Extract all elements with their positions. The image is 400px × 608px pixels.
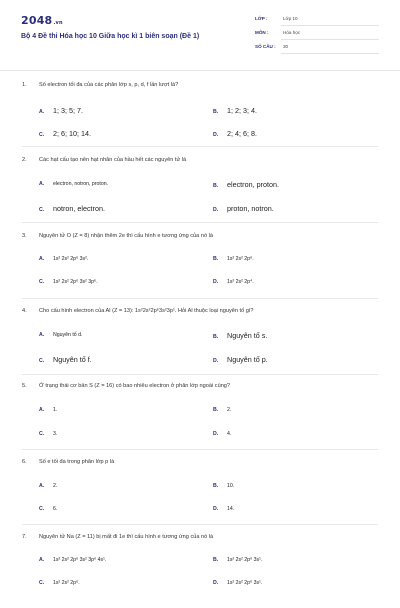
option-text: 1s² 2s² 2p⁶ 3s¹. (227, 557, 263, 563)
option-text: 4. (227, 431, 232, 437)
option-c[interactable] (39, 355, 92, 364)
option-c[interactable] (39, 204, 105, 213)
option-text: 1s² 2s² 2p⁶ 3s¹. (227, 580, 263, 586)
question-divider (22, 449, 378, 450)
meta-subject (255, 28, 379, 40)
option-text: 2; 4; 6; 8. (227, 129, 257, 138)
question-text: Số e tối đa trong phân lớp p là (39, 459, 115, 465)
option-text: 1s² 2s² 2p⁶ 3s². (53, 256, 89, 262)
option-letter: C. (39, 431, 45, 437)
question-number: 7. (22, 534, 27, 540)
meta-subject-value: Hóa học (283, 30, 301, 35)
question-divider (22, 298, 378, 299)
option-letter: C. (39, 358, 45, 364)
meta-subject-label: MÔN : (255, 30, 269, 35)
meta-count (255, 42, 379, 54)
question-number: 6. (22, 459, 27, 465)
option-text: notron, electron. (53, 204, 105, 213)
question-divider (22, 146, 378, 147)
question-number: 5. (22, 383, 27, 389)
option-letter: A. (39, 557, 45, 563)
question-text: Cho cấu hình electron của Al (Z = 13): 1s²2s²2p⁶3s²3p¹. Hỏi Al thuộc loại nguyên tố gì? (39, 308, 254, 314)
option-letter: B. (213, 256, 219, 262)
meta-class-label: LỚP : (255, 16, 268, 21)
option-c[interactable] (39, 279, 98, 285)
question-number: 1. (22, 82, 27, 88)
option-c[interactable] (39, 580, 80, 586)
question-7 (0, 534, 400, 608)
question-text: Số electron tối đa của các phân lớp s, p, d, f lần lượt là? (39, 82, 179, 88)
option-d[interactable] (213, 279, 254, 285)
option-b[interactable] (213, 483, 234, 489)
option-a[interactable] (39, 181, 108, 187)
option-b[interactable] (213, 557, 262, 563)
option-a[interactable] (39, 483, 57, 489)
option-d[interactable] (213, 580, 262, 586)
option-b[interactable] (213, 407, 231, 413)
option-letter: B. (213, 407, 219, 413)
option-letter: A. (39, 109, 45, 115)
question-number: 3. (22, 233, 27, 239)
question-number: 2. (22, 157, 27, 163)
option-letter: D. (213, 506, 219, 512)
question-text: Các hạt cấu tạo nên hạt nhân của hầu hết các nguyên tử là (39, 157, 187, 163)
question-5 (0, 383, 400, 457)
option-letter: B. (213, 483, 219, 489)
option-letter: B. (213, 557, 219, 563)
option-letter: A. (39, 181, 45, 187)
option-text: 14. (227, 506, 235, 512)
meta-underline (281, 53, 379, 54)
document-title: Bộ 4 Đề thi Hóa học 10 Giữa học kì 1 biên soạn (Đề 1) (21, 33, 200, 40)
option-text: proton, notron. (227, 204, 274, 213)
meta-class (255, 14, 379, 26)
option-text: 1s² 2s² 2p⁴. (227, 279, 254, 285)
option-text: Nguyên tố s. (227, 331, 268, 340)
option-letter: A. (39, 332, 45, 338)
option-letter: C. (39, 580, 45, 586)
option-text: Nguyên tố d. (53, 332, 83, 338)
question-6 (0, 459, 400, 533)
question-text: Ở trạng thái cơ bản S (Z = 16) có bao nhiêu electron ở phân lớp ngoài cùng? (39, 383, 231, 389)
option-text: 1; 3; 5; 7. (53, 106, 83, 115)
option-text: 1s² 2s² 2p⁶ 3s² 3p⁶. (53, 279, 98, 285)
question-1 (0, 82, 400, 156)
question-text: Nguyên tử Na (Z = 11) bị mất đi 1e thì cấu hình e tương ứng của nó là (39, 534, 214, 540)
option-c[interactable] (39, 506, 57, 512)
meta-class-value: Lớp 10 (283, 16, 298, 21)
option-text: 10. (227, 483, 235, 489)
option-letter: A. (39, 483, 45, 489)
option-letter: D. (213, 431, 219, 437)
option-a[interactable] (39, 256, 88, 262)
option-text: Nguyên tố f. (53, 355, 92, 364)
option-letter: C. (39, 132, 45, 138)
option-letter: D. (213, 358, 219, 364)
option-b[interactable] (213, 180, 279, 189)
option-c[interactable] (39, 129, 91, 138)
option-b[interactable] (213, 331, 267, 340)
option-text: 6. (53, 506, 58, 512)
option-text: 1s² 2s² 2p⁶ 3s² 3p⁶ 4s¹. (53, 557, 107, 563)
option-letter: B. (213, 183, 219, 189)
logo-text: 2048 (21, 14, 53, 27)
option-letter: B. (213, 109, 219, 115)
option-text: 2. (53, 483, 58, 489)
option-d[interactable] (213, 506, 234, 512)
option-b[interactable] (213, 106, 257, 115)
option-text: 1s² 2s² 2p⁶. (53, 580, 80, 586)
option-text: electron, notron, proton. (53, 181, 109, 187)
question-4 (0, 308, 400, 382)
option-text: 1. (53, 407, 58, 413)
option-text: 1; 2; 3; 4. (227, 106, 257, 115)
option-letter: A. (39, 256, 45, 262)
option-b[interactable] (213, 256, 254, 262)
question-divider (22, 524, 378, 525)
option-a[interactable] (39, 106, 83, 115)
option-c[interactable] (39, 431, 57, 437)
option-d[interactable] (213, 204, 274, 213)
option-a[interactable] (39, 407, 57, 413)
option-letter: D. (213, 580, 219, 586)
option-letter: D. (213, 207, 219, 213)
option-d[interactable] (213, 431, 231, 437)
option-letter: D. (213, 279, 219, 285)
meta-underline (281, 39, 379, 40)
option-text: 2; 6; 10; 14. (53, 129, 91, 138)
option-letter: C. (39, 207, 45, 213)
question-divider (22, 374, 378, 375)
question-3 (0, 233, 400, 307)
option-letter: C. (39, 279, 45, 285)
option-d[interactable] (213, 355, 268, 364)
option-text: 2. (227, 407, 232, 413)
page-header (0, 0, 400, 71)
option-text: Nguyên tố p. (227, 355, 268, 364)
question-2 (0, 157, 400, 231)
option-d[interactable] (213, 129, 257, 138)
option-a[interactable] (39, 332, 82, 338)
option-a[interactable] (39, 557, 106, 563)
option-letter: C. (39, 506, 45, 512)
meta-count-value: 30 (283, 44, 289, 49)
question-text: Nguyên tử O (Z = 8) nhận thêm 2e thì cấu hình e tương ứng của nó là (39, 233, 213, 239)
logo-suffix: .vn (53, 20, 63, 26)
option-letter: D. (213, 132, 219, 138)
option-text: 3. (53, 431, 58, 437)
meta-count-label: SỐ CÂU : (255, 44, 276, 49)
option-text: electron, proton. (227, 180, 279, 189)
option-letter: B. (213, 334, 219, 340)
option-text: 1s² 2s² 2p⁶. (227, 256, 254, 262)
meta-underline (281, 25, 379, 26)
question-number: 4. (22, 308, 27, 314)
question-divider (22, 222, 378, 223)
site-logo[interactable] (21, 14, 63, 27)
option-letter: A. (39, 407, 45, 413)
